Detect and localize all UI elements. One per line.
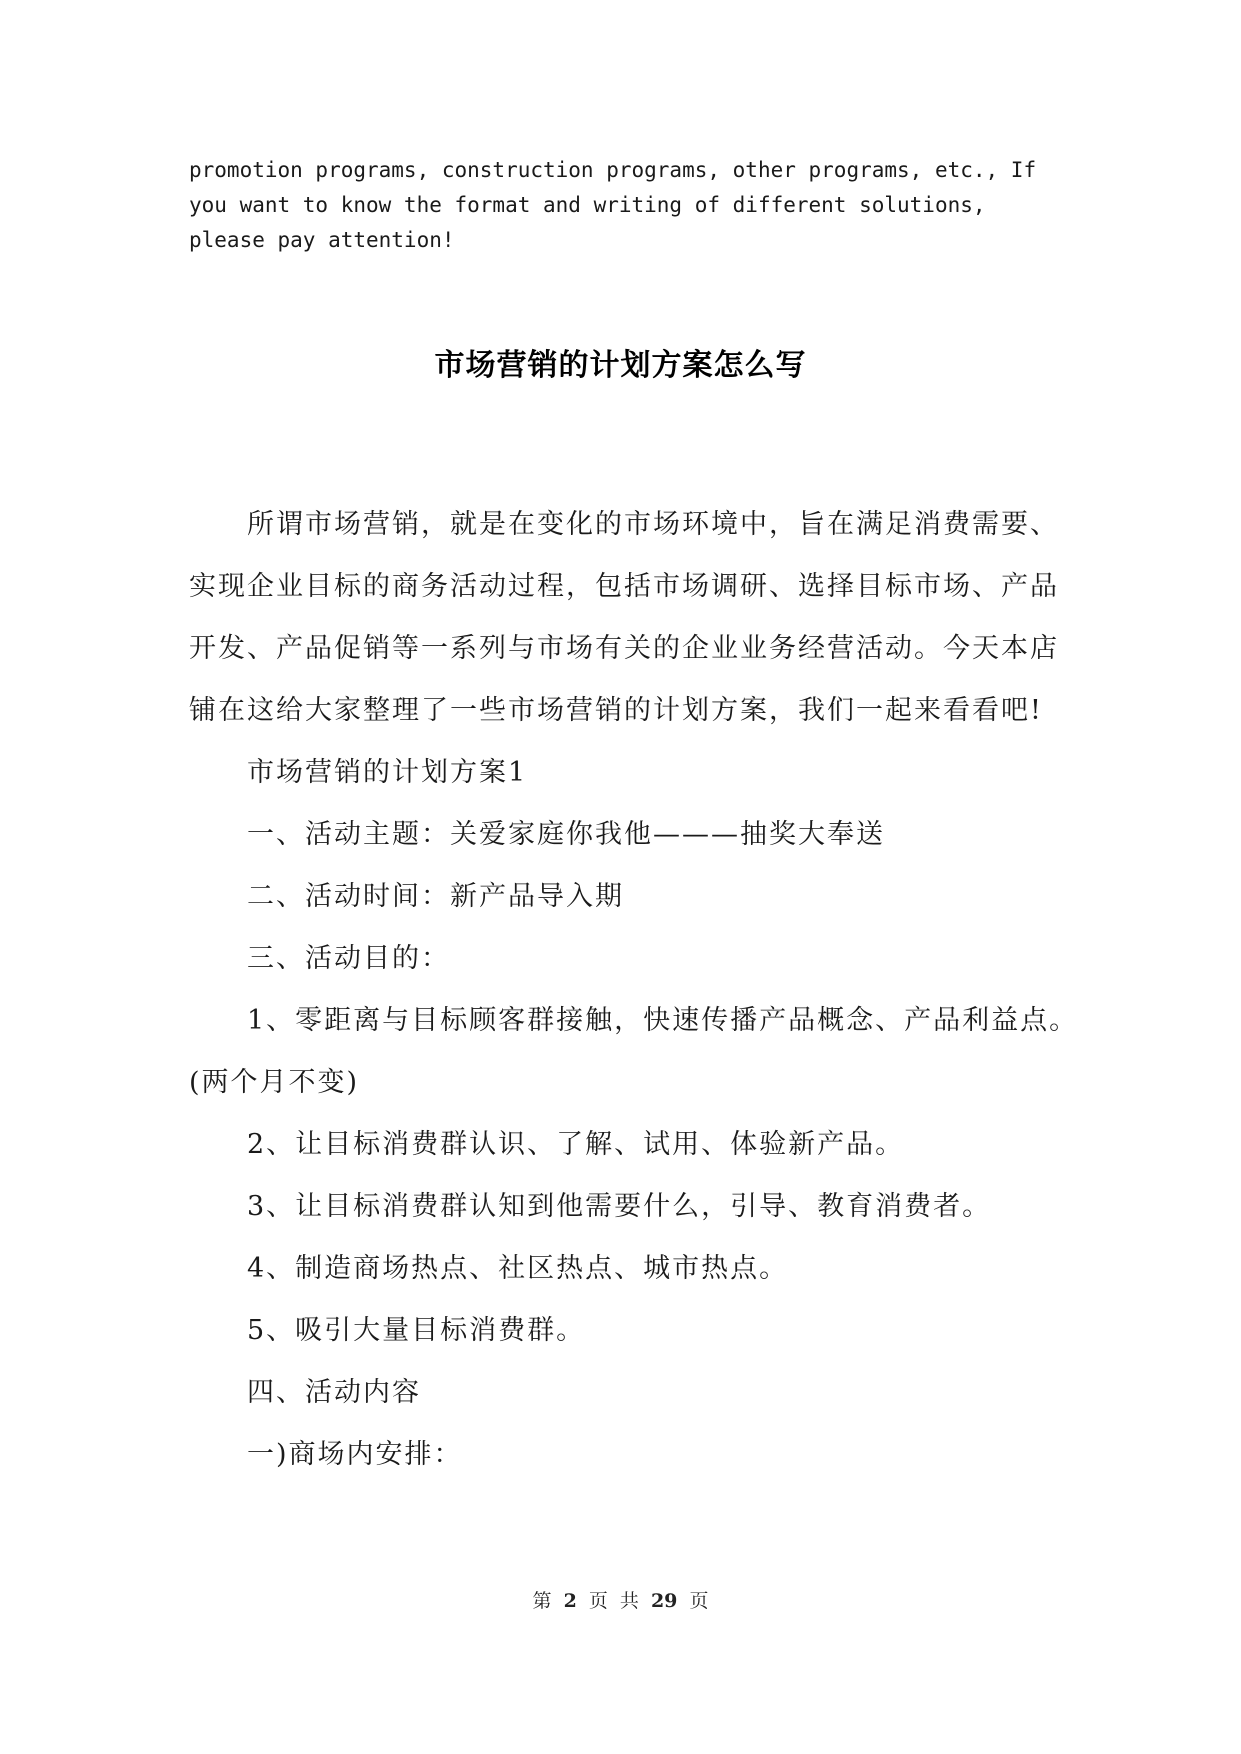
sub-mall-arrangement: 一)商场内安排： (247, 1439, 463, 1470)
footer-mid: 页 共 (588, 1590, 639, 1612)
item-theme: 一、活动主题：关爱家庭你我他———抽奖大奉送 (247, 819, 885, 850)
paragraph-1-line-1: 所谓市场营销，就是在变化的市场环境中，旨在满足消费需要、 (247, 509, 1059, 540)
goal-2: 2、让目标消费群认识、了解、试用、体验新产品。 (247, 1129, 905, 1160)
item-content: 四、活动内容 (247, 1377, 421, 1408)
item-goal: 三、活动目的： (247, 943, 450, 974)
goal-5: 5、吸引大量目标消费群。 (247, 1315, 586, 1346)
english-intro (189, 153, 1069, 258)
item-time: 二、活动时间：新产品导入期 (247, 881, 624, 912)
footer-suffix: 页 (689, 1590, 709, 1612)
document-title: 市场营销的计划方案怎么写 (434, 348, 807, 383)
page-footer (0, 1586, 1241, 1613)
goal-1-line-1: 1、零距离与目标顾客群接触，快速传播产品概念、产品利益点。 (247, 1005, 1079, 1036)
english-intro-line-2: you want to know the format and writing of different solutions, (189, 193, 986, 217)
paragraph-1-line-3: 开发、产品促销等一系列与市场有关的企业业务经营活动。今天本店 (189, 633, 1059, 664)
footer-total-pages: 29 (650, 1590, 678, 1612)
plan-heading: 市场营销的计划方案1 (247, 757, 528, 788)
goal-1-line-2: (两个月不变) (189, 1067, 360, 1098)
footer-page-number: 2 (563, 1590, 577, 1612)
paragraph-1-line-2: 实现企业目标的商务活动过程，包括市场调研、选择目标市场、产品 (189, 571, 1059, 602)
footer-prefix: 第 (532, 1590, 552, 1612)
goal-4: 4、制造商场热点、社区热点、城市热点。 (247, 1253, 789, 1284)
english-intro-line-1: promotion programs, construction programs, other programs, etc., If (189, 158, 1037, 182)
paragraph-1-line-4: 铺在这给大家整理了一些市场营销的计划方案，我们一起来看看吧! (189, 695, 1043, 726)
english-intro-line-3: please pay attention! (189, 228, 455, 252)
goal-3: 3、让目标消费群认知到他需要什么，引导、教育消费者。 (247, 1191, 992, 1222)
